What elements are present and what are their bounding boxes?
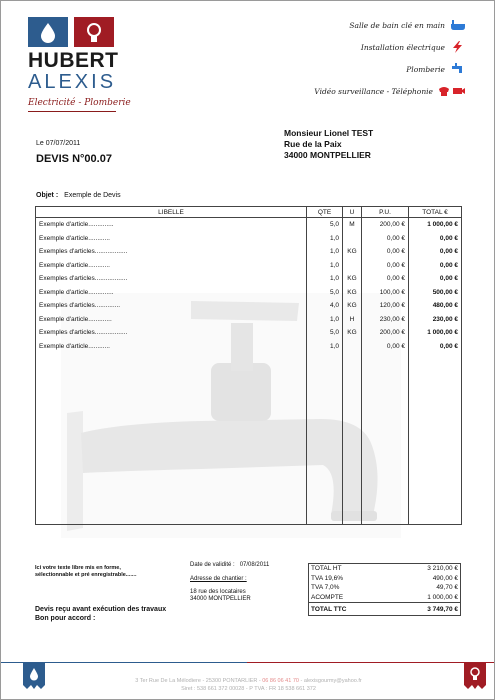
cell-libelle: Exemples d'articles..................: [36, 245, 307, 259]
agreement-line: Devis reçu avant exécution des travaux: [35, 606, 167, 613]
totals-value: 49,70 €: [436, 584, 458, 592]
column-header-total: TOTAL €: [409, 207, 462, 218]
site-address-label: Adresse de chantier :: [190, 576, 247, 582]
cell-unit: KG: [343, 245, 362, 259]
footer-email: - alexisgourmy@yahoo.fr: [300, 678, 362, 684]
service-label: Plomberie: [406, 64, 445, 74]
validity-label: Date de validité :: [190, 562, 235, 568]
client-name: Monsieur Lionel TEST: [284, 128, 374, 138]
cell-libelle: Exemple d'article..............: [36, 286, 307, 300]
lightning-icon: [450, 41, 466, 53]
document-date: Le 07/07/2011: [36, 140, 81, 147]
total-ttc-value: 3 749,70 €: [389, 603, 460, 616]
lightbulb-icon: [464, 663, 486, 689]
cell-qte: 1,0: [307, 272, 343, 286]
service-item: [406, 63, 466, 75]
table-row: [36, 340, 462, 354]
totals-value: 3 210,00 €: [427, 565, 458, 573]
cell-total: 480,00 €: [409, 299, 462, 313]
cell-total: 0,00 €: [409, 272, 462, 286]
cell-qte: 5,0: [307, 326, 343, 340]
cell-total: 0,00 €: [409, 245, 462, 259]
agreement-line: Bon pour accord :: [35, 615, 96, 622]
tagline-underline: [28, 111, 116, 112]
cell-unit-price: 230,00 €: [362, 313, 409, 327]
cell-unit: KG: [343, 326, 362, 340]
validity-date: [190, 562, 269, 568]
service-label: Vidéo surveillance - Téléphonie: [314, 86, 433, 96]
cell-qte: 4,0: [307, 299, 343, 313]
column-header-unit: U: [343, 207, 362, 218]
service-label: Salle de bain clé en main: [349, 20, 445, 30]
cell-total: 0,00 €: [409, 340, 462, 354]
table-row: [36, 286, 462, 300]
note-line: Ici votre texte libre mis en forme,: [35, 565, 121, 571]
service-item: [314, 85, 466, 97]
table-header-row: [36, 207, 462, 218]
client-city: 34000 MONTPELLIER: [284, 150, 371, 160]
totals-row: [309, 583, 461, 593]
cell-qte: 1,0: [307, 340, 343, 354]
table-row: [36, 313, 462, 327]
column-header-qte: QTE: [307, 207, 343, 218]
cell-unit: KG: [343, 299, 362, 313]
footer-address: 3 Ter Rue De La Mélodiere - 25300 PONTARLIER -: [135, 678, 261, 684]
cell-unit-price: 120,00 €: [362, 299, 409, 313]
table-row: [36, 272, 462, 286]
cell-qte: 5,0: [307, 218, 343, 232]
cell-unit-price: 0,00 €: [362, 232, 409, 246]
totals-row: [309, 574, 461, 584]
cell-unit-price: 0,00 €: [362, 259, 409, 273]
water-drop-icon: [28, 17, 68, 47]
table-row: [36, 299, 462, 313]
cell-unit: KG: [343, 286, 362, 300]
cell-total: 1 000,00 €: [409, 218, 462, 232]
cell-libelle: Exemples d'articles..................: [36, 272, 307, 286]
cell-qte: 1,0: [307, 245, 343, 259]
phone-camera-icon: [438, 85, 466, 97]
column-header-libelle: LIBELLE: [36, 207, 307, 218]
client-address: [284, 128, 373, 161]
cell-unit: M: [343, 218, 362, 232]
subject-value: Exemple de Devis: [64, 192, 121, 199]
total-ttc-row: [309, 603, 461, 616]
company-name: HUBERT: [28, 49, 119, 72]
validity-value: 07/08/2011: [239, 562, 270, 568]
footer-legal: Siret : 538 661 372 00028 - P TVA : FR 18 538 661 372: [181, 686, 316, 692]
footer-phone: 06 86 06 41 70: [262, 678, 299, 684]
totals-row: [309, 593, 461, 603]
cell-libelle: Exemple d'article..............: [36, 218, 307, 232]
agreement-text: [35, 605, 166, 623]
totals-row: [309, 564, 461, 574]
company-name-second: ALEXIS: [28, 71, 117, 93]
cell-total: 1 000,00 €: [409, 326, 462, 340]
items-table: [35, 206, 462, 525]
totals-value: 1 000,00 €: [427, 594, 458, 602]
cell-total: 0,00 €: [409, 259, 462, 273]
cell-unit: H: [343, 313, 362, 327]
table-row: [36, 259, 462, 273]
site-address-line: 18 rue des locataires: [190, 589, 246, 595]
service-item: [349, 19, 466, 31]
service-label: Installation électrique: [360, 42, 445, 52]
bathtub-icon: [450, 19, 466, 31]
cell-libelle: Exemple d'article............: [36, 259, 307, 273]
cell-libelle: Exemple d'article............: [36, 232, 307, 246]
lightbulb-icon: [74, 17, 114, 47]
subject-label: Objet :: [36, 192, 59, 199]
totals-value: 490,00 €: [432, 574, 458, 582]
totals-label: TVA 19,6%: [311, 574, 344, 582]
column-header-unit-price: P.U.: [362, 207, 409, 218]
total-ttc-label: TOTAL TTC: [309, 603, 390, 616]
cell-qte: 1,0: [307, 259, 343, 273]
cell-libelle: Exemple d'article............: [36, 340, 307, 354]
client-street: Rue de la Paix: [284, 139, 342, 149]
cell-unit-price: 200,00 €: [362, 218, 409, 232]
faucet-icon: [450, 63, 466, 75]
cell-unit-price: 0,00 €: [362, 340, 409, 354]
cell-libelle: Exemples d'articles..............: [36, 299, 307, 313]
totals-label: TVA 7,0%: [311, 584, 340, 592]
totals-label: ACOMPTE: [311, 594, 344, 602]
cell-qte: 1,0: [307, 313, 343, 327]
cell-total: 230,00 €: [409, 313, 462, 327]
logo-icons: [28, 17, 118, 47]
free-text-note: [35, 565, 136, 579]
service-item: [361, 41, 466, 53]
cell-qte: 1,0: [307, 232, 343, 246]
note-line: sélectionnable et pré enregistrable.......: [35, 572, 137, 578]
cell-total: 500,00 €: [409, 286, 462, 300]
totals-label: TOTAL HT: [311, 565, 342, 573]
cell-unit-price: 100,00 €: [362, 286, 409, 300]
table-row: [36, 245, 462, 259]
document-title: DEVIS N°00.07: [36, 153, 112, 165]
table-empty-row: [36, 353, 462, 525]
totals-table: [308, 563, 461, 616]
water-drop-icon: [23, 663, 45, 689]
cell-unit: [343, 232, 362, 246]
cell-unit: [343, 259, 362, 273]
footer-rule: [1, 662, 494, 663]
cell-qte: 5,0: [307, 286, 343, 300]
cell-total: 0,00 €: [409, 232, 462, 246]
document-subject: [36, 192, 121, 199]
cell-unit-price: 200,00 €: [362, 326, 409, 340]
cell-libelle: Exemples d'articles..................: [36, 326, 307, 340]
footer-line: [71, 677, 426, 685]
table-row: [36, 218, 462, 232]
site-address-line: 34000 MONTPELLIER: [190, 596, 251, 602]
site-address: [190, 589, 251, 603]
cell-unit: [343, 340, 362, 354]
table-row: [36, 232, 462, 246]
cell-unit-price: 0,00 €: [362, 272, 409, 286]
cell-libelle: Exemple d'article.............: [36, 313, 307, 327]
company-tagline: Electricité - Plomberie: [28, 98, 131, 108]
cell-unit: KG: [343, 272, 362, 286]
table-row: [36, 326, 462, 340]
footer-contact: [71, 677, 426, 693]
cell-unit-price: 0,00 €: [362, 245, 409, 259]
